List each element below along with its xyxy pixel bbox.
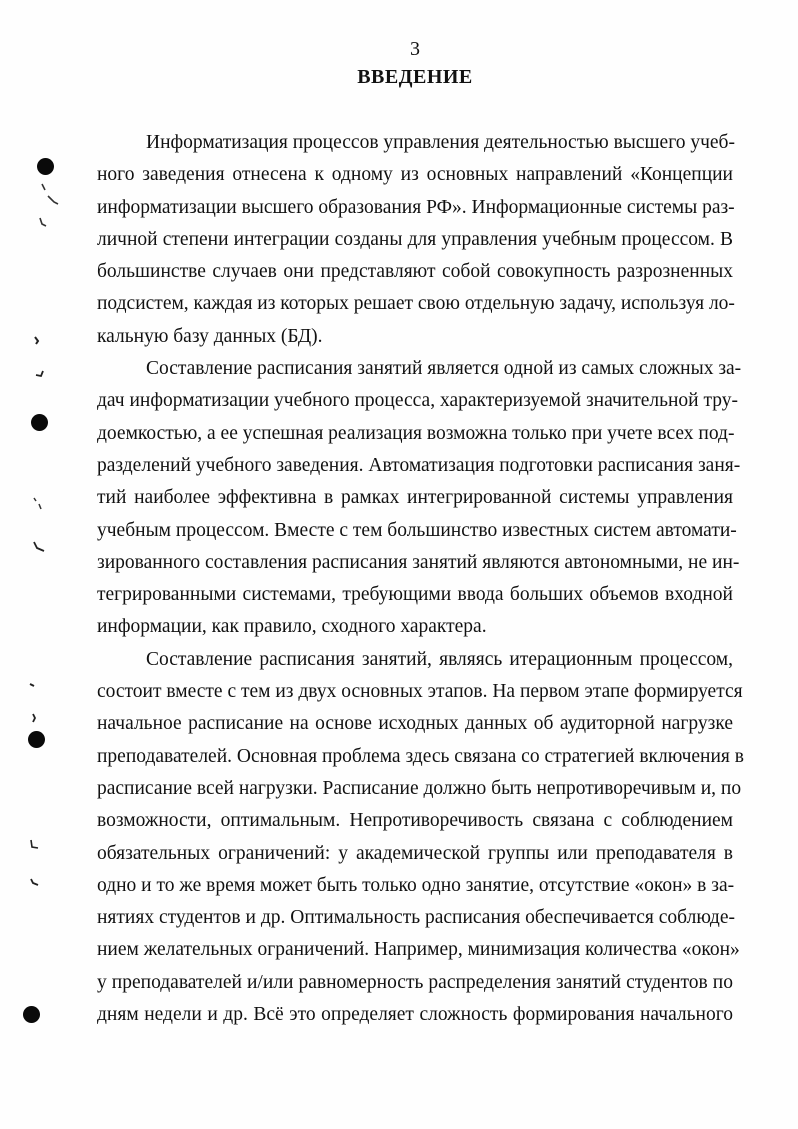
scan-speck [36, 180, 66, 234]
scan-speck [32, 334, 46, 348]
scan-speck [28, 876, 42, 890]
paragraph-2 [97, 353, 742, 644]
text-line: информации, как правило, сходного характера. [97, 616, 487, 638]
text-line: тегрированными системами, требующими ввода больших объемов входной [97, 584, 733, 606]
text-line: ного заведения отнесена к одному из основных направлений «Концепции [97, 164, 733, 186]
text-line: Информатизация процессов управления деятельностью высшего учеб- [146, 132, 735, 153]
text-line: большинстве случаев они представляют собой совокупность разрозненных [97, 261, 733, 283]
text-line: Составление расписания занятий является одной из самых сложных за- [146, 358, 742, 380]
text-line: нятиях студентов и др. Оптимальность расписания обеспечивается соблюде- [97, 907, 735, 929]
text-line: одно и то же время может быть только одно занятие, отсутствие «окон» в за- [97, 874, 735, 896]
text-line: зированного составления расписания занятий являются автономными, не ин- [97, 551, 740, 573]
scan-speck [28, 680, 38, 690]
paragraph-3 [97, 644, 744, 1032]
binder-hole-mark [37, 158, 54, 175]
text-line: личной степени интеграции созданы для управления учебным процессом. В [97, 228, 733, 250]
text-line: доемкостью, а ее успешная реализация возможна только при учете всех под- [97, 422, 735, 444]
text-line: тий наиболее эффективна в рамках интегрированной системы управления [97, 487, 733, 509]
body-text [97, 127, 744, 1031]
binder-hole-mark [28, 731, 45, 748]
scan-speck [33, 366, 47, 380]
text-line: обязательных ограничений: у академической группы или преподавателя в [97, 842, 733, 864]
scan-speck [28, 712, 42, 726]
binder-hole-mark [23, 1006, 40, 1023]
paragraph-1 [97, 127, 733, 353]
page-title: ВВЕДЕНИЕ [357, 66, 473, 88]
scan-speck [28, 838, 42, 852]
text-line: Составление расписания занятий, являясь итерационным процессом, [146, 648, 733, 670]
binder-hole-mark [31, 414, 48, 431]
text-line: дач информатизации учебного процесса, характеризуемой значительной тру- [97, 390, 738, 412]
text-line: кальную базу данных (БД). [97, 325, 323, 347]
text-line: подсистем, каждая из которых решает свою отдельную задачу, используя ло- [97, 293, 735, 315]
text-line: информатизации высшего образования РФ». Информационные системы раз- [97, 196, 735, 218]
text-line: разделений учебного заведения. Автоматизация подготовки расписания заня- [97, 454, 741, 476]
text-line: начальное расписание на основе исходных данных об аудиторной нагрузке [97, 713, 733, 735]
text-line: дням недели и др. Всё это определяет сложность формирования начального [97, 1004, 733, 1026]
scan-speck [30, 495, 46, 513]
scan-margin-marks [0, 0, 80, 1129]
scan-speck [32, 540, 48, 554]
text-line: учебным процессом. Вместе с тем большинство известных систем автомати- [97, 519, 737, 541]
text-line: нием желательных ограничений. Например, минимизация количества «окон» [97, 939, 740, 961]
text-line: у преподавателей и/или равномерность распределения занятий студентов по [97, 971, 733, 993]
page-number: 3 [410, 38, 420, 60]
text-line: преподавателей. Основная проблема здесь связана со стратегией включения в [97, 745, 744, 767]
text-line: возможности, оптимальным. Непротиворечивость связана с соблюдением [97, 810, 733, 832]
text-line: расписание всей нагрузки. Расписание должно быть непротиворечивым и, по [97, 777, 742, 799]
text-line: состоит вместе с тем из двух основных этапов. На первом этапе формируется [97, 681, 743, 703]
